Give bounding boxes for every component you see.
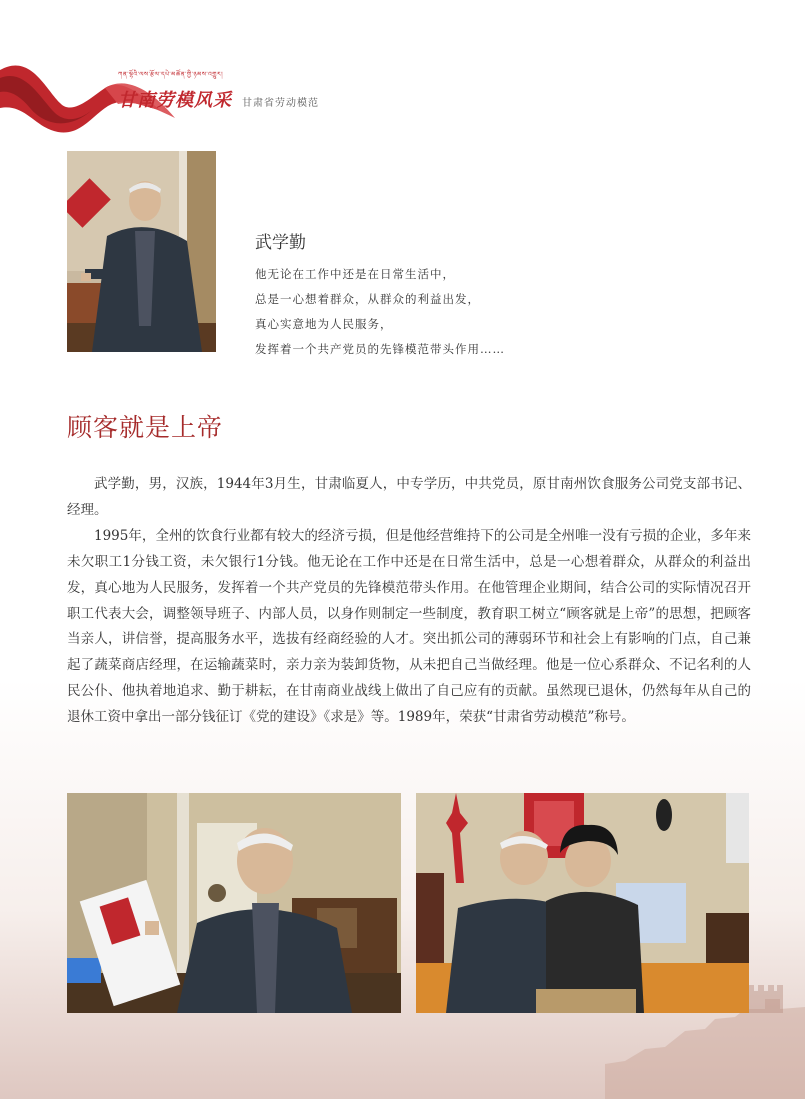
- quote-line: 总是一心想着群众，从群众的利益出发，: [255, 292, 480, 306]
- quote-line: 发挥着一个共产党员的先锋模范带头作用……: [255, 342, 505, 356]
- brand-header: [118, 68, 319, 112]
- brand-title: 甘南劳模风采: [118, 90, 232, 111]
- brand-subtitle: 甘肃省劳动模范: [242, 98, 319, 109]
- photo-couple: [416, 793, 749, 1013]
- article-paragraph: 1995年，全州的饮食行业都有较大的经济亏损，但是他经营维持下的公司是全州唯一没有亏损的企业，多年来未欠职工1分钱工资，未欠银行1分钱。他无论在工作中还是在日常生活中，总是一心想着群众，从群众的利益出发，真心地为人民服务，发挥着一个共产党员的先锋模范带头作用。在他管理企业期间，结合公司的实际情况召开职工代表大会，调整领导班子、内部人员，以身作则制定一些制度，教育职工树立“顾客就是上帝”的思想，把顾客当亲人，讲信誉，提高服务水平，选拔有经商经验的人才。突出抓公司的薄弱环节和社会上有影响的门点，自己兼起了蔬菜商店经理，在运输蔬菜时，亲力亲为装卸货物，从未把自己当做经理。他是一位心系群众、不记名利的人民公仆、他执着地追求、勤于耕耘，在甘南商业战线上做出了自己应有的贡献。虽然现已退休，仍然每年从自己的退休工资中拿出一部分钱征订《党的建设》《求是》等。1989年，荣获“甘肃省劳动模范”称号。: [67, 527, 751, 726]
- person-name: 武学勤: [255, 233, 306, 253]
- quote-line: 真心实意地为人民服务，: [255, 317, 393, 331]
- article-paragraph: 武学勤，男，汉族，1944年3月生，甘肃临夏人，中专学历，中共党员，原甘南州饮食服务公司党支部书记、经理。: [67, 476, 751, 518]
- photo-reading: [67, 793, 401, 1013]
- quote-line: 他无论在工作中还是在日常生活中，: [255, 267, 455, 281]
- quote-block: [255, 262, 505, 362]
- brand-tibetan-text: ཀན་ལྷོའི་ལས་རྩོལ་དཔེ་མཚོན་གྱི་ཉམས་འགྱུར།: [118, 71, 224, 78]
- article-heading: 顾客就是上帝: [67, 413, 224, 442]
- article-body: [67, 472, 751, 731]
- portrait-photo: [67, 151, 216, 352]
